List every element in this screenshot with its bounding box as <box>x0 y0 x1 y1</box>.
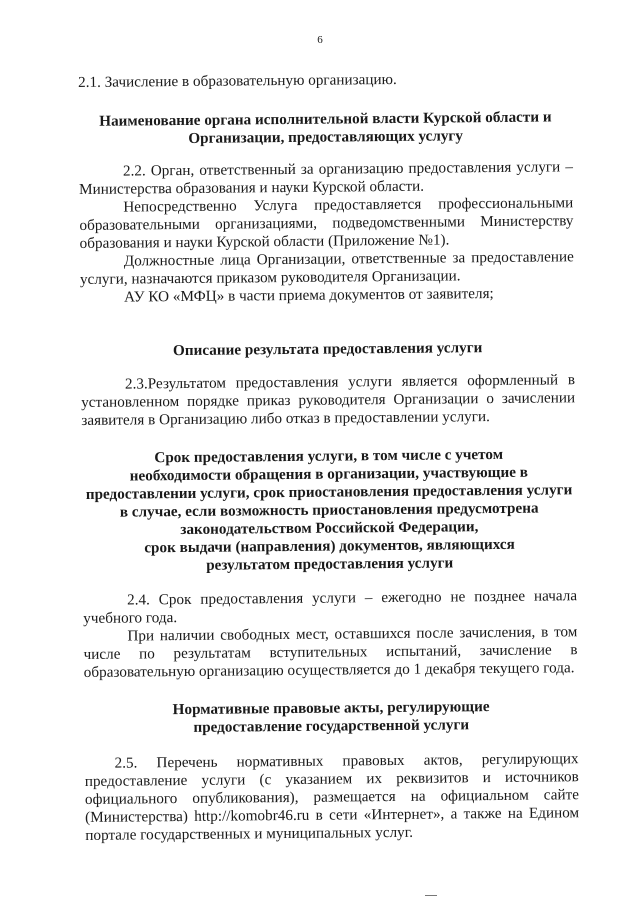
heading-result-description: Описание результата предоставления услуги <box>172 339 483 360</box>
scan-mark <box>425 895 437 896</box>
item-2-1: 2.1. Зачисление в образовательную организацию. <box>78 70 397 91</box>
paragraph-direct-provision: Непосредственно Услуга предоставляется профессиональными образовательными организациями, подведомственными Министерству образования и науки Курской области (Приложение №1). <box>79 194 574 252</box>
heading-authority <box>78 108 572 149</box>
heading-terms-line-2: необходимости обращения в организации, участвующие в <box>129 463 529 485</box>
heading-authority-line-2: Организации, предоставляющих услугу <box>188 127 463 147</box>
item-2-3: 2.3.Результатом предоставления услуги является оформленный в установленном порядке приказ руководителя Организации о зачислении заявителя в Организацию либо отказ в предоставлении услуги. <box>81 371 576 429</box>
page-number: 6 <box>317 34 323 46</box>
heading-terms-line-7: результатом предоставления услуги <box>206 554 454 574</box>
heading-regulations-line-2: предоставление государственной услуги <box>193 716 470 736</box>
heading-terms-line-1: Срок предоставления услуги, в том числе с учетом <box>154 445 504 467</box>
item-2-2: 2.2. Орган, ответственный за организацию предоставления услуги – Министерства образования и науки Курской области. <box>79 158 573 198</box>
heading-regulations-line-1: Нормативные правовые акты, регулирующие <box>172 698 490 719</box>
heading-terms <box>82 445 577 576</box>
heading-terms-line-4: в случае, если возможность приостановления предусмотрена <box>119 499 539 521</box>
heading-regulations <box>84 697 578 738</box>
item-2-4: 2.4. Срок предоставления услуги – ежегодно не позднее начала учебного года. <box>83 587 578 627</box>
document-body <box>78 69 579 845</box>
paragraph-officials: Должностные лица Организации, ответственные за предоставление услуги, назначаются приказом руководителя Организации. <box>79 248 574 288</box>
paragraph-mfc: АУ КО «МФЦ» в части приема документов от заявителя; <box>124 285 494 306</box>
heading-terms-line-6: срок выдачи (направления) документов, являющихся <box>144 535 515 557</box>
heading-authority-line-1: Наименование органа исполнительной власти Курской области и <box>99 108 552 130</box>
heading-terms-line-3: предоставлении услуги, срок приостановления предоставления услуги <box>85 481 573 503</box>
item-2-5: 2.5. Перечень нормативных правовых актов, регулирующих предоставление услуги (с указанием их реквизитов и источников официального опубликования), размещается на официальном сайте (Министерства) http://komobr46.ru в сети «Интернет», а также на Едином портале государственных и муниципальных услуг. <box>84 750 580 844</box>
paragraph-vacancies: При наличии свободных мест, оставшихся после зачисления, в том числе по результатам вступительных испытаний, зачисление в образовательную организацию осуществляется до 1 декабря текущего года. <box>83 623 578 681</box>
heading-terms-line-5: законодательством Российской Федерации, <box>180 518 479 539</box>
